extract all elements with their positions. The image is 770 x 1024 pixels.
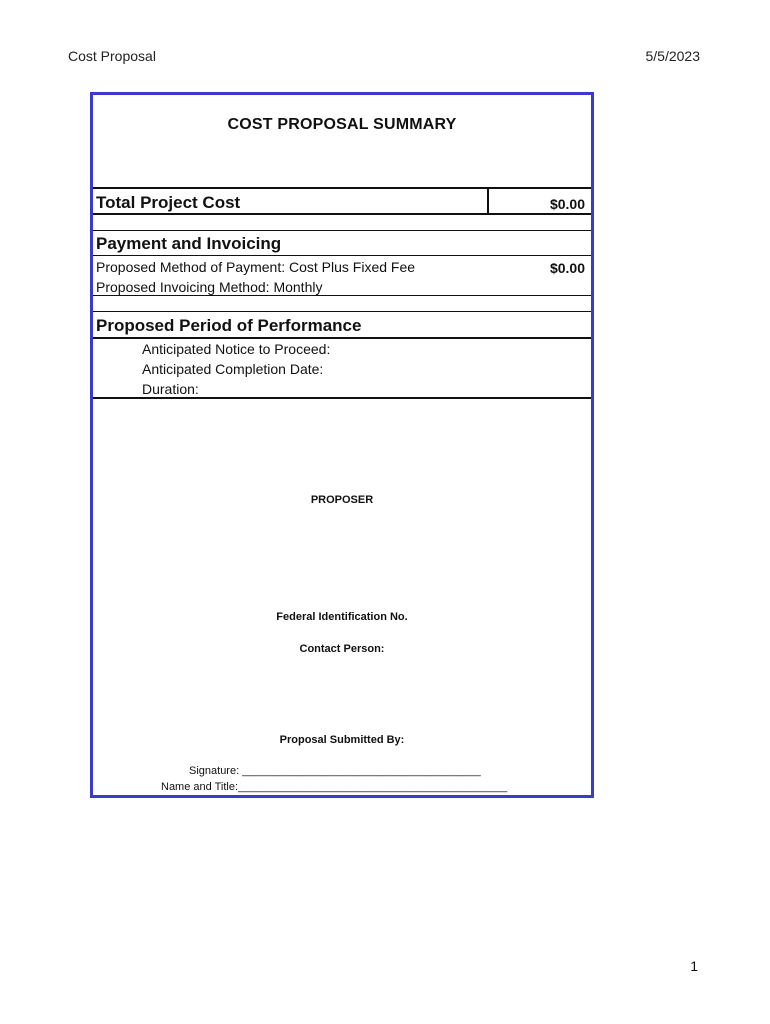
notice-to-proceed: Anticipated Notice to Proceed:	[142, 341, 331, 357]
page-number: 1	[690, 958, 698, 974]
divider	[93, 397, 591, 399]
federal-id-label: Federal Identification No.	[276, 611, 408, 623]
period-of-performance-label: Proposed Period of Performance	[96, 316, 362, 335]
signature-line: Signature: _______________________________________	[189, 765, 481, 777]
total-project-cost-value: $0.00	[549, 196, 585, 212]
contact-person-label: Contact Person:	[299, 643, 385, 655]
total-project-cost-label: Total Project Cost	[96, 193, 241, 212]
divider	[93, 187, 591, 189]
submitted-by-label: Proposal Submitted By:	[279, 734, 405, 746]
invoicing-method: Proposed Invoicing Method: Monthly	[96, 279, 323, 295]
method-of-payment: Proposed Method of Payment: Cost Plus Fixed Fee	[96, 259, 416, 275]
proposer-heading: PROPOSER	[310, 494, 374, 506]
divider	[93, 230, 591, 231]
divider	[93, 295, 591, 296]
header-title: Cost Proposal	[68, 48, 156, 64]
cost-proposal-summary-box	[90, 92, 594, 798]
divider	[93, 213, 591, 215]
divider	[93, 311, 591, 312]
divider	[93, 337, 591, 339]
divider	[93, 255, 591, 256]
summary-title: COST PROPOSAL SUMMARY	[227, 116, 457, 133]
payment-value: $0.00	[549, 260, 585, 276]
completion-date: Anticipated Completion Date:	[142, 361, 324, 377]
header-date: 5/5/2023	[645, 48, 700, 64]
duration: Duration:	[142, 381, 199, 397]
name-and-title-line: Name and Title:____________________________________________	[161, 781, 508, 793]
payment-invoicing-label: Payment and Invoicing	[96, 234, 282, 253]
cell-divider	[487, 189, 489, 213]
